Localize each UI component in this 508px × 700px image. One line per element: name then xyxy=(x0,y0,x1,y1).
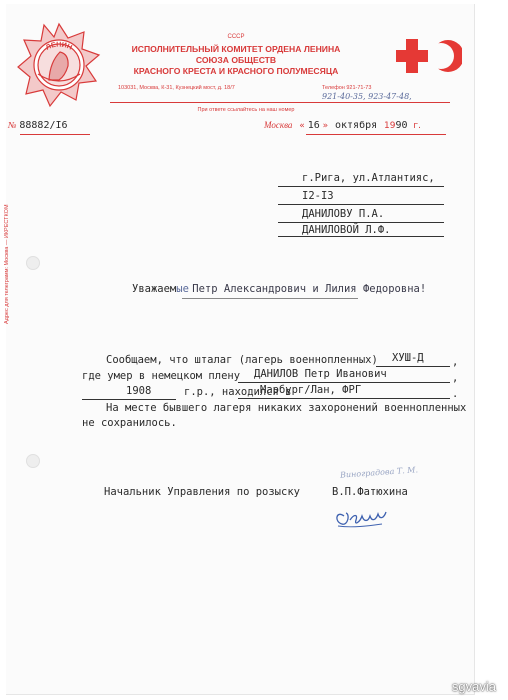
ref-number: 88882/I6 xyxy=(19,120,68,131)
header-org-line3: КРАСНОГО КРЕСТА И КРАСНОГО ПОЛУМЕСЯЦА xyxy=(133,66,339,76)
recipient-rule-1 xyxy=(278,186,444,187)
body-period: . xyxy=(452,388,459,400)
header-org-line1: ИСПОЛНИТЕЛЬНЫЙ КОМИТЕТ ОРДЕНА ЛЕНИНА xyxy=(131,44,341,54)
header-phone-handwritten: 921-40-35, 923-47-48, xyxy=(322,92,412,101)
body-camp: ХУШ-Д xyxy=(392,352,424,364)
header-org-line2: СОЮЗА ОБЩЕСТВ xyxy=(195,55,277,65)
recipient-line-2: I2-I3 xyxy=(302,190,334,202)
body-year: 1908 xyxy=(126,385,152,397)
handwritten-signature xyxy=(332,504,388,534)
salutation-names: Петр Александрович и Лилия Федоровна! xyxy=(192,283,427,295)
body-camp-line xyxy=(376,366,450,367)
body-comma-1: , xyxy=(452,356,459,368)
date-day: 16 xyxy=(307,120,320,131)
body-p1-line2: где умер в немецком плену xyxy=(82,370,241,382)
body-place: Марбург/Лан, ФРГ xyxy=(260,384,362,396)
salutation-underline xyxy=(182,298,358,299)
body-p2-line2: не сохранилось. xyxy=(82,417,177,429)
recipient-rule-3 xyxy=(278,222,444,223)
date-line xyxy=(306,134,446,135)
letter-sheet xyxy=(6,4,475,695)
order-of-lenin-emblem xyxy=(16,22,102,112)
date-day-suffix: » xyxy=(322,121,329,131)
recipient-line-1: г.Рига, ул.Атлантияс, xyxy=(302,172,435,184)
body-year-label: г.р., находился в xyxy=(184,386,292,398)
body-p1-start: Сообщаем, что шталаг (лагерь военнопленных) xyxy=(106,354,378,366)
watermark: sgvavia xyxy=(451,679,496,694)
recipient-rule-4 xyxy=(278,236,444,237)
salutation-suffix: ые xyxy=(176,283,189,295)
recipient-rule-2 xyxy=(278,204,444,205)
date-year-suffix: г. xyxy=(413,121,421,131)
signature-handwritten-note: Виноградова Т. М. xyxy=(339,465,419,480)
red-cross-crescent-icon xyxy=(396,36,462,80)
ref-number-row xyxy=(8,120,68,131)
header-reply-note: При ответе ссылайтесь на наш номер xyxy=(197,107,295,113)
ref-number-line xyxy=(20,134,90,135)
ref-number-prefix: № xyxy=(8,120,17,130)
signature-name: В.П.Фатюхина xyxy=(332,486,408,498)
body-person-line xyxy=(238,382,450,383)
punch-hole-bottom xyxy=(26,454,40,468)
date-year: 90 xyxy=(395,120,408,131)
date-row xyxy=(264,120,421,131)
emblem-text: ЛЕНИН xyxy=(45,41,73,52)
date-day-prefix: « xyxy=(299,121,305,131)
body-place-line xyxy=(238,398,450,399)
date-year-prefix: 19 xyxy=(384,121,396,131)
body-comma-2: , xyxy=(452,372,459,384)
signature-title: Начальник Управления по розыску xyxy=(104,486,300,498)
header-phone: Телефон 921-71-73 xyxy=(322,85,372,91)
salutation-prefix: Уважаем xyxy=(132,283,177,295)
body-person: ДАНИЛОВ Петр Иванович xyxy=(254,368,387,380)
recipient-line-4: ДАНИЛОВОЙ Л.Ф. xyxy=(302,224,391,236)
header-address: 103031, Москва, К-31, Кузнецкий мост, д. 18/7 xyxy=(118,85,235,91)
body-year-line xyxy=(82,399,176,400)
date-month: октября xyxy=(335,120,378,131)
body-p2-line1: На месте бывшего лагеря никаких захоронений военнопленных xyxy=(106,402,467,414)
header-country: СССР xyxy=(227,34,245,40)
date-city: Москва xyxy=(264,120,293,130)
punch-hole-top xyxy=(26,256,40,270)
salutation xyxy=(132,283,426,295)
header-divider xyxy=(110,102,450,103)
recipient-line-3: ДАНИЛОВУ П.А. xyxy=(302,208,385,220)
telegram-address-side-text: Адрес для телеграмм: Москва — ИКРЕСТКОМ xyxy=(4,204,10,324)
